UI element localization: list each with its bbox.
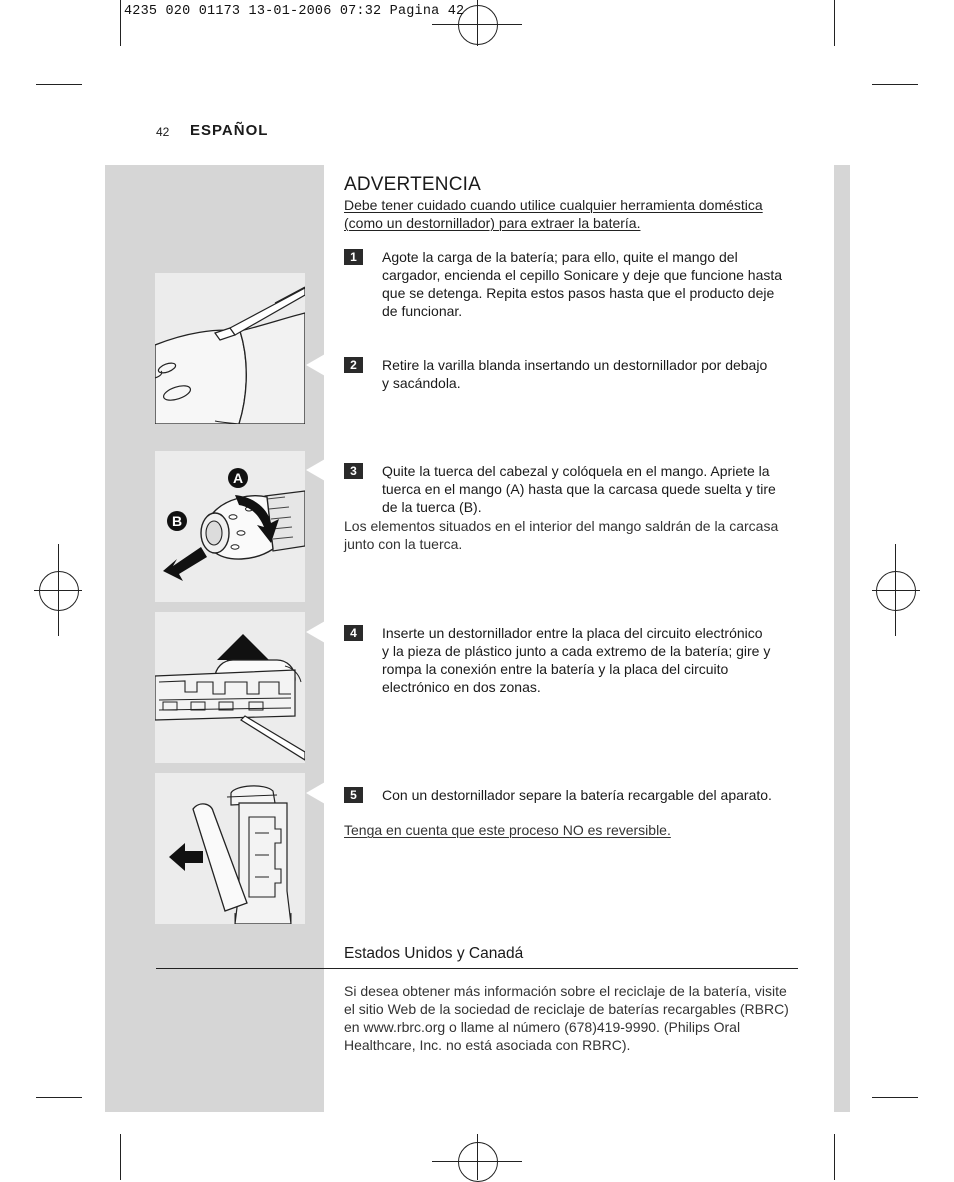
note-line: Los elementos situados en el interior del mango saldrán de la carcasa	[344, 518, 779, 534]
step-number-badge: 3	[344, 463, 363, 479]
step-line: que se detenga. Repita estos pasos hasta que el producto deje	[382, 285, 775, 301]
callout-label-b: B	[171, 513, 183, 529]
step-number-badge: 1	[344, 249, 363, 265]
print-slug: 4235 020 01173 13-01-2006 07:32 Pagina 42	[124, 4, 465, 19]
crop-mark	[872, 84, 918, 85]
step-number-badge: 4	[344, 625, 363, 641]
crop-mark	[872, 1097, 918, 1098]
step-line: y la pieza de plástico junto a cada extremo de la batería; gire y	[382, 643, 771, 659]
note-line: junto con la tuerca.	[344, 536, 463, 552]
warning-line: (como un destornillador) para extraer la batería.	[344, 215, 641, 231]
step-line: Inserte un destornillador entre la placa del circuito electrónico	[382, 625, 763, 641]
step-line: de la tuerca (B).	[382, 499, 482, 515]
step-2-text	[382, 356, 802, 392]
warning-text	[344, 196, 804, 232]
step-line: electrónico en dos zonas.	[382, 679, 541, 695]
illustration-screwdriver-pry	[155, 273, 305, 424]
recycling-heading: Estados Unidos y Canadá	[344, 945, 524, 962]
step-5-text	[382, 786, 802, 804]
illustration-pointer	[306, 354, 325, 376]
right-margin-strip	[834, 165, 850, 1112]
step-line: tuerca en el mango (A) hasta que la carcasa quede suelta y tire	[382, 481, 776, 497]
recycling-line: en www.rbrc.org o llame al número (678)419-9990. (Philips Oral	[344, 1019, 741, 1035]
recycling-line: Si desea obtener más información sobre el reciclaje de la batería, visite	[344, 983, 787, 999]
step-line: rompa la conexión entre la batería y la placa del circuito	[382, 661, 729, 677]
illustration-pointer	[306, 459, 325, 481]
step-number-badge: 5	[344, 787, 363, 803]
warning-title: ADVERTENCIA	[344, 174, 481, 195]
step-4-text	[382, 624, 802, 696]
illustration-nut-removal	[155, 451, 305, 602]
step-1-text	[382, 248, 802, 320]
step-line: Agote la carga de la batería; para ello, quite el mango del	[382, 249, 738, 265]
crop-mark	[36, 1097, 82, 1098]
step-3-note	[344, 517, 778, 553]
recycling-line: Healthcare, Inc. no está asociada con RBRC).	[344, 1037, 631, 1053]
step-line: Con un destornillador separe la batería recargable del aparato.	[382, 787, 772, 803]
illustration-circuit-board	[155, 612, 305, 763]
illustration-battery-removal	[155, 773, 305, 924]
step-line: Quite la tuerca del cabezal y colóquela en el mango. Apriete la	[382, 463, 770, 479]
step-line: cargador, encienda el cepillo Sonicare y deje que funcione hasta	[382, 267, 783, 283]
crop-mark	[120, 1134, 121, 1180]
note-line: Tenga en cuenta que este proceso NO es reversible.	[344, 822, 671, 838]
crop-mark	[834, 0, 835, 46]
language-heading: ESPAÑOL	[190, 122, 269, 139]
section-divider	[156, 968, 798, 969]
step-line: Retire la varilla blanda insertando un destornillador por debajo	[382, 357, 768, 373]
illustration-pointer	[306, 621, 325, 643]
recycling-text	[344, 982, 789, 1054]
warning-line: Debe tener cuidado cuando utilice cualquier herramienta doméstica	[344, 197, 763, 213]
step-number-badge: 2	[344, 357, 363, 373]
crop-mark	[834, 1134, 835, 1180]
page-number: 42	[156, 125, 170, 139]
step-5-note	[344, 821, 671, 839]
crop-mark	[36, 84, 82, 85]
callout-label-a: A	[232, 470, 244, 486]
illustration-pointer	[306, 782, 325, 804]
step-line: y sacándola.	[382, 375, 461, 391]
recycling-line: el sitio Web de la sociedad de reciclaje de baterías recargables (RBRC)	[344, 1001, 789, 1017]
step-line: de funcionar.	[382, 303, 463, 319]
crop-mark	[120, 0, 121, 46]
step-3-text	[382, 462, 802, 516]
